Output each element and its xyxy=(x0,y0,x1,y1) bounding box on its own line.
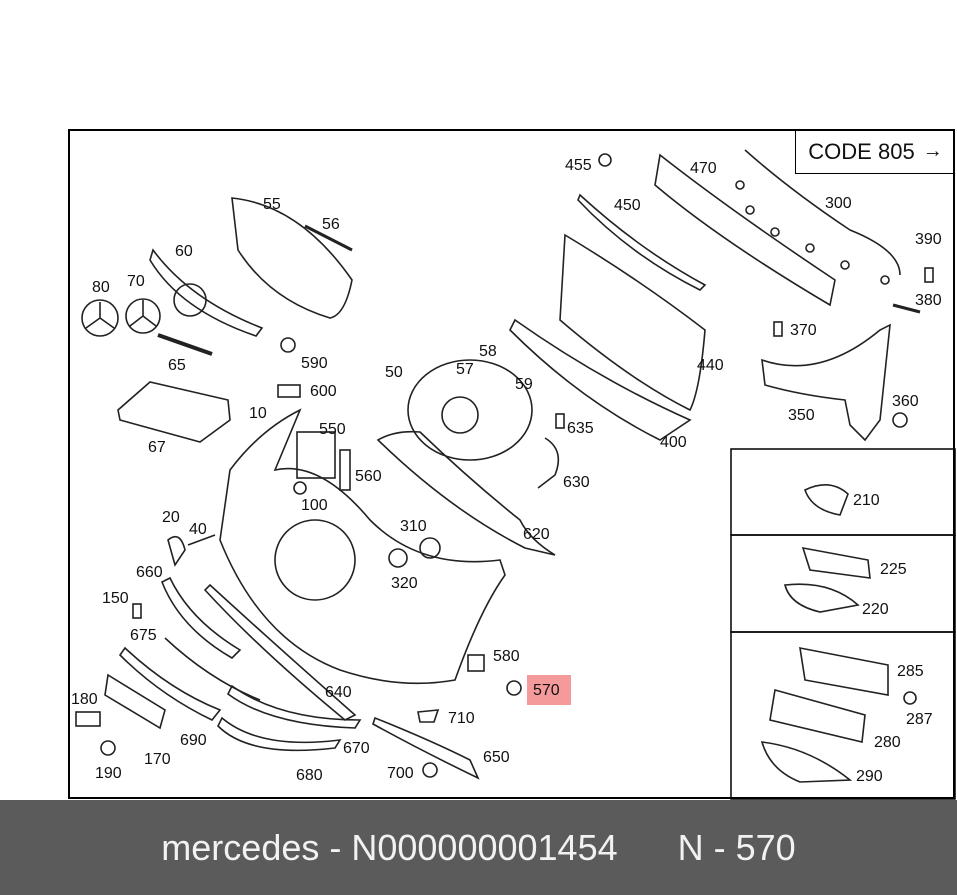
label-675: 675 xyxy=(130,627,157,644)
label-57: 57 xyxy=(456,361,474,378)
label-20: 20 xyxy=(162,509,180,526)
label-285: 285 xyxy=(897,663,924,680)
label-370: 370 xyxy=(790,322,817,339)
label-440: 440 xyxy=(697,357,724,374)
absorber-470 xyxy=(655,155,835,305)
cover-20 xyxy=(168,537,185,565)
label-450: 450 xyxy=(614,197,641,214)
label-635: 635 xyxy=(567,420,594,437)
grille-insert-210 xyxy=(805,485,848,515)
ring-100 xyxy=(294,482,306,494)
frame-225 xyxy=(803,548,870,578)
clip-590 xyxy=(281,338,295,352)
label-360: 360 xyxy=(892,393,919,410)
label-55: 55 xyxy=(263,196,281,213)
label-190: 190 xyxy=(95,765,122,782)
footer-brand: mercedes xyxy=(161,826,320,868)
label-560: 560 xyxy=(355,468,382,485)
sub-panels xyxy=(731,449,955,799)
ring-320 xyxy=(389,549,407,567)
label-470: 470 xyxy=(690,160,717,177)
radar-module-67 xyxy=(118,382,230,442)
label-690: 690 xyxy=(180,732,207,749)
label-380: 380 xyxy=(915,292,942,309)
screw-570 xyxy=(507,681,521,695)
label-390: 390 xyxy=(915,231,942,248)
label-630: 630 xyxy=(563,474,590,491)
connector-300a xyxy=(736,181,744,189)
code-label: CODE 805 xyxy=(808,138,915,164)
label-650: 650 xyxy=(483,749,510,766)
strip-170 xyxy=(105,675,165,728)
label-10: 10 xyxy=(249,405,267,422)
footer-gap xyxy=(618,827,678,869)
nut-580 xyxy=(468,655,484,671)
label-100: 100 xyxy=(301,497,328,514)
emblem-70-star xyxy=(130,300,156,326)
frame-280 xyxy=(770,690,865,742)
insert-290 xyxy=(762,742,850,782)
frame-285 xyxy=(800,648,888,695)
clip-150 xyxy=(133,604,141,618)
screw-455 xyxy=(599,154,611,166)
clip-370 xyxy=(774,322,782,336)
footer-bar xyxy=(0,800,957,895)
emblem-80-star xyxy=(86,302,114,328)
label-570: 570 xyxy=(533,682,560,699)
clip-180 xyxy=(76,712,100,726)
label-600: 600 xyxy=(310,383,337,400)
label-60: 60 xyxy=(175,243,193,260)
strip-65 xyxy=(158,335,212,354)
label-660: 660 xyxy=(136,564,163,581)
star-50 xyxy=(442,397,478,433)
label-58: 58 xyxy=(479,343,497,360)
connector-300c xyxy=(771,228,779,236)
connector-300d xyxy=(806,244,814,252)
clip-390 xyxy=(925,268,933,282)
footer-part-number: N000000001454 xyxy=(351,826,618,868)
connector-300b xyxy=(746,206,754,214)
bracket-350 xyxy=(762,325,890,440)
label-620: 620 xyxy=(523,526,550,543)
label-580: 580 xyxy=(493,648,520,665)
panel-220-225 xyxy=(731,535,955,632)
label-225: 225 xyxy=(880,561,907,578)
clip-287 xyxy=(904,692,916,704)
label-67: 67 xyxy=(148,439,166,456)
label-287: 287 xyxy=(906,711,933,728)
clip-710 xyxy=(418,710,438,722)
label-550: 550 xyxy=(319,421,346,438)
label-170: 170 xyxy=(144,751,171,768)
label-210: 210 xyxy=(853,492,880,509)
label-640: 640 xyxy=(325,684,352,701)
label-65: 65 xyxy=(168,357,186,374)
label-590: 590 xyxy=(301,355,328,372)
label-400: 400 xyxy=(660,434,687,451)
bracket-560 xyxy=(340,450,350,490)
label-70: 70 xyxy=(127,273,145,290)
trim-680 xyxy=(218,718,340,750)
insert-220 xyxy=(785,584,858,612)
clip-360 xyxy=(893,413,907,427)
screw-190 xyxy=(101,741,115,755)
label-180: 180 xyxy=(71,691,98,708)
label-310: 310 xyxy=(400,518,427,535)
label-680: 680 xyxy=(296,767,323,784)
strip-675 xyxy=(165,638,260,700)
label-56: 56 xyxy=(322,216,340,233)
label-40: 40 xyxy=(189,521,207,538)
part-drawings xyxy=(76,150,933,782)
clip-635 xyxy=(556,414,564,428)
connector-300e xyxy=(841,261,849,269)
connector-300f xyxy=(881,276,889,284)
code-box xyxy=(795,130,955,174)
label-300: 300 xyxy=(825,195,852,212)
label-59: 59 xyxy=(515,376,533,393)
footer-separator: - xyxy=(319,826,352,868)
screw-700 xyxy=(423,763,437,777)
label-455: 455 xyxy=(565,157,592,174)
carrier-400 xyxy=(510,320,690,440)
label-350: 350 xyxy=(788,407,815,424)
bumper-cover-10 xyxy=(220,410,505,683)
carrier-440 xyxy=(560,235,705,410)
label-280: 280 xyxy=(874,734,901,751)
clip-600 xyxy=(278,385,300,397)
label-290: 290 xyxy=(856,768,883,785)
label-320: 320 xyxy=(391,575,418,592)
footer-ref: N - 570 xyxy=(677,826,796,868)
label-150: 150 xyxy=(102,590,129,607)
label-80: 80 xyxy=(92,279,110,296)
moulding-60 xyxy=(150,250,262,336)
trim-690 xyxy=(120,648,220,720)
label-50: 50 xyxy=(385,364,403,381)
bracket-630 xyxy=(538,438,558,488)
arrow-right-icon: → xyxy=(922,140,943,162)
label-670: 670 xyxy=(343,740,370,757)
bumper-opening xyxy=(275,520,355,600)
panel-210 xyxy=(731,449,955,535)
label-220: 220 xyxy=(862,601,889,618)
label-710: 710 xyxy=(448,710,475,727)
label-700: 700 xyxy=(387,765,414,782)
